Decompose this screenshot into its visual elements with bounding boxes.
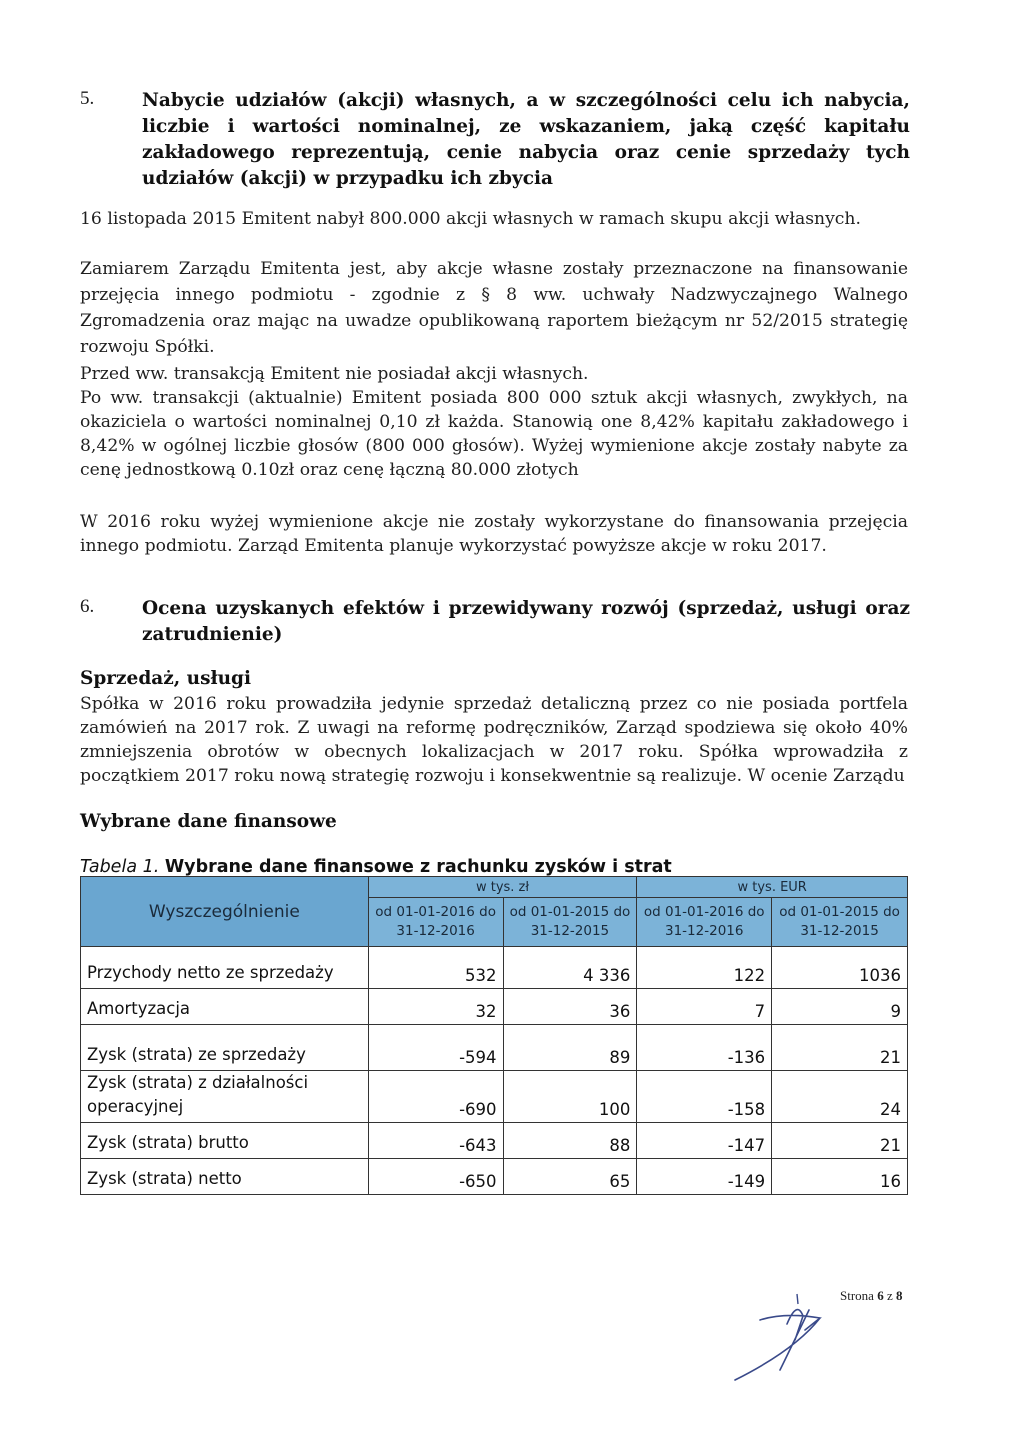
- row-label: Przychody netto ze sprzedaży: [81, 947, 369, 989]
- period-header: od 01-01-2016 do 31-12-2016: [368, 898, 503, 947]
- paragraph: [80, 692, 908, 788]
- cell-value: 88: [503, 1123, 637, 1159]
- financial-table: [80, 876, 908, 1195]
- cell-value: 16: [772, 1159, 908, 1195]
- signature-mark: [725, 1290, 835, 1390]
- cell-value: -690: [368, 1071, 503, 1123]
- cell-value: -136: [637, 1025, 772, 1071]
- cell-value: 122: [637, 947, 772, 989]
- section-6-heading: [80, 596, 910, 648]
- cell-value: 32: [368, 989, 503, 1025]
- column-header-description: Wyszczególnienie: [81, 877, 369, 947]
- cell-value: -147: [637, 1123, 772, 1159]
- cell-value: 24: [772, 1071, 908, 1123]
- financial-heading: Wybrane dane finansowe: [80, 811, 337, 832]
- subheading: Sprzedaż, usługi: [80, 668, 252, 689]
- caption-title: Wybrane dane finansowe z rachunku zysków i strat: [164, 857, 672, 877]
- page-current: 6: [877, 1288, 884, 1303]
- cell-value: -650: [368, 1159, 503, 1195]
- cell-value: 9: [772, 989, 908, 1025]
- paragraph-text: 16 listopada 2015 Emitent nabył 800.000 akcji własnych w ramach skupu akcji własnych.: [80, 209, 861, 229]
- row-label: Zysk (strata) ze sprzedaży: [81, 1025, 369, 1071]
- cell-value: 7: [637, 989, 772, 1025]
- cell-value: -158: [637, 1071, 772, 1123]
- table-row: [81, 1159, 908, 1195]
- cell-value: 89: [503, 1025, 637, 1071]
- cell-value: 4 336: [503, 947, 637, 989]
- paragraph: [80, 362, 908, 482]
- cell-value: 21: [772, 1025, 908, 1071]
- paragraph-text: Po ww. transakcji (aktualnie) Emitent posiada 800 000 sztuk akcji własnych, zwykłych, na okaziciela o wartości nominalnej 0,10 zł każda. Stanowią one 8,42% kapitału zakładowego i 8,42% w ogólnej liczbie głosów (800 000 głosów). Wyżej wymienione akcje zostały nabyte za cenę jednostkową 0.10zł oraz cenę łączną 80.000 złotych: [80, 388, 908, 480]
- row-label: Zysk (strata) netto: [81, 1159, 369, 1195]
- cell-value: 65: [503, 1159, 637, 1195]
- cell-value: 21: [772, 1123, 908, 1159]
- group-header-eur: w tys. EUR: [637, 877, 908, 898]
- cell-value: 1036: [772, 947, 908, 989]
- paragraph: [80, 207, 908, 231]
- group-header-pln: w tys. zł: [368, 877, 637, 898]
- table-caption: [80, 857, 672, 877]
- section-number: 5.: [80, 88, 95, 109]
- paragraph-text: W 2016 roku wyżej wymienione akcje nie zostały wykorzystane do finansowania przejęcia innego podmiotu. Zarząd Emitenta planuje wykorzystać powyższe akcje w roku 2017.: [80, 512, 908, 556]
- paragraph-text: Przed ww. transakcją Emitent nie posiadał akcji własnych.: [80, 364, 589, 384]
- cell-value: -149: [637, 1159, 772, 1195]
- section-5-heading: [80, 88, 910, 192]
- paragraph-text: Spółka w 2016 roku prowadziła jedynie sprzedaż detaliczną przez co nie posiada portfela zamówień na 2017 rok. Z uwagi na reformę podręczników, Zarząd spodziewa się około 40% zmniejszenia obrotów w obecnych lokalizacjach w 2017 roku. Spółka wprowadziła z początkiem 2017 roku nową strategię rozwoju i konsekwentnie są realizuje. W ocenie Zarządu: [80, 694, 908, 786]
- table-row: [81, 1025, 908, 1071]
- period-header: od 01-01-2016 do 31-12-2016: [637, 898, 772, 947]
- row-label: Zysk (strata) brutto: [81, 1123, 369, 1159]
- row-label: Amortyzacja: [81, 989, 369, 1025]
- cell-value: -643: [368, 1123, 503, 1159]
- table-row: [81, 1123, 908, 1159]
- page-separator: z: [886, 1288, 893, 1303]
- page-total: 8: [895, 1288, 903, 1303]
- cell-value: -594: [368, 1025, 503, 1071]
- period-header: od 01-01-2015 do 31-12-2015: [772, 898, 908, 947]
- cell-value: 532: [368, 947, 503, 989]
- paragraph: [80, 510, 908, 558]
- period-header: od 01-01-2015 do 31-12-2015: [503, 898, 637, 947]
- page-number: [840, 1288, 902, 1304]
- table-group-header-row: [81, 877, 908, 898]
- paragraph: [80, 256, 908, 360]
- page-word: Strona: [840, 1288, 874, 1303]
- cell-value: 100: [503, 1071, 637, 1123]
- row-label: Zysk (strata) z działalności operacyjnej: [81, 1071, 369, 1123]
- section-number: 6.: [80, 596, 95, 617]
- section-title: Ocena uzyskanych efektów i przewidywany rozwój (sprzedaż, usługi oraz zatrudnienie): [142, 598, 910, 645]
- section-title: Nabycie udziałów (akcji) własnych, a w szczególności celu ich nabycia, liczbie i wartości nominalnej, ze wskazaniem, jaką część kapitału zakładowego reprezentują, cenie nabycia oraz cenie sprzedaży tych udziałów (akcji) w przypadku ich zbycia: [142, 90, 910, 189]
- cell-value: 36: [503, 989, 637, 1025]
- caption-label: Tabela 1.: [80, 857, 160, 877]
- paragraph-text: Zamiarem Zarządu Emitenta jest, aby akcje własne zostały przeznaczone na finansowanie przejęcia innego podmiotu - zgodnie z § 8 ww. uchwały Nadzwyczajnego Walnego Zgromadzenia oraz mając na uwadze opublikowaną raportem bieżącym nr 52/2015 strategię rozwoju Spółki.: [80, 259, 908, 357]
- table-row: [81, 947, 908, 989]
- table-row: [81, 989, 908, 1025]
- table-row: [81, 1071, 908, 1123]
